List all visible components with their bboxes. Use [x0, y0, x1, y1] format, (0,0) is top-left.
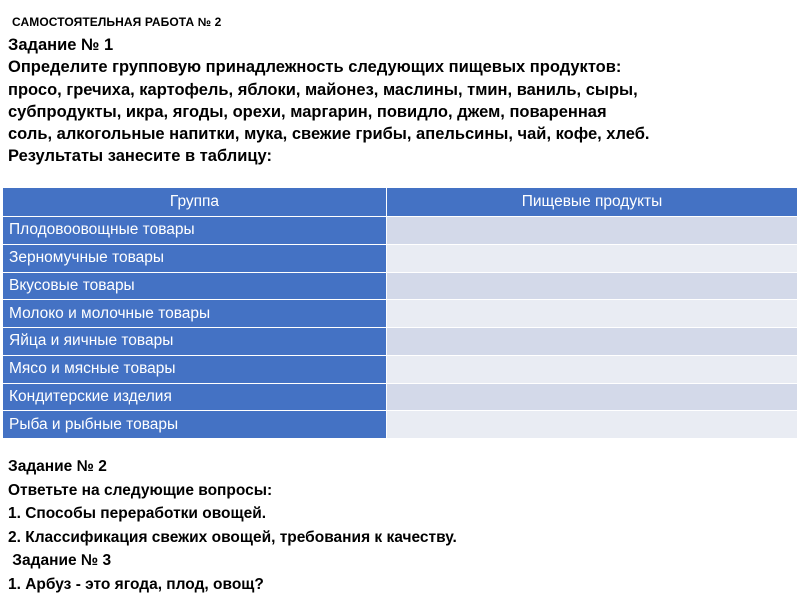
table-row — [3, 328, 798, 356]
column-header-group: Группа — [3, 188, 387, 217]
table-row — [3, 272, 798, 300]
work-title: САМОСТОЯТЕЛЬНАЯ РАБОТА № 2 — [12, 15, 222, 29]
products-cell[interactable] — [387, 244, 798, 272]
table-row — [3, 383, 798, 411]
group-cell: Плодовоовощные товары — [3, 217, 387, 245]
task-2-question: 2. Классификация свежих овощей, требования к качеству. — [8, 528, 457, 546]
group-cell: Рыба и рыбные товары — [3, 411, 387, 439]
products-cell[interactable] — [387, 272, 798, 300]
task-1-line: субпродукты, икра, ягоды, орехи, маргарин, повидло, джем, поваренная — [8, 102, 607, 121]
table-header-row — [3, 188, 798, 217]
products-cell[interactable] — [387, 383, 798, 411]
table-row — [3, 244, 798, 272]
group-cell: Кондитерские изделия — [3, 383, 387, 411]
task-1-line: соль, алкогольные напитки, мука, свежие грибы, апельсины, чай, кофе, хлеб. — [8, 125, 650, 144]
products-cell[interactable] — [387, 300, 798, 328]
task-1-line: Результаты занесите в таблицу: — [8, 147, 272, 166]
group-cell: Мясо и мясные товары — [3, 355, 387, 383]
task-1 — [8, 34, 793, 168]
table-row — [3, 355, 798, 383]
task-3-question: 1. Арбуз - это ягода, плод, овощ? — [8, 575, 264, 593]
products-cell[interactable] — [387, 411, 798, 439]
groups-table — [2, 187, 798, 439]
task-2-question: 1. Способы переработки овощей. — [8, 505, 267, 522]
task-2-intro: Ответьте на следующие вопросы: — [8, 481, 273, 499]
group-cell: Зерномучные товары — [3, 244, 387, 272]
group-cell: Молоко и молочные товары — [3, 300, 387, 328]
group-cell: Вкусовые товары — [3, 272, 387, 300]
tasks-2-3 — [8, 455, 793, 596]
products-cell[interactable] — [387, 328, 798, 356]
products-cell[interactable] — [387, 355, 798, 383]
group-cell: Яйца и яичные товары — [3, 328, 387, 356]
table-row — [3, 217, 798, 245]
task-3-heading: Задание № 3 — [8, 552, 112, 569]
table-row — [3, 300, 798, 328]
task-1-line: просо, гречиха, картофель, яблоки, майонез, маслины, тмин, ваниль, сыры, — [8, 80, 638, 99]
task-2-heading: Задание № 2 — [8, 458, 107, 475]
column-header-products: Пищевые продукты — [387, 188, 798, 217]
table-row — [3, 411, 798, 439]
products-cell[interactable] — [387, 217, 798, 245]
task-1-heading: Задание № 1 — [8, 36, 114, 54]
task-1-text — [8, 56, 793, 167]
task-1-line: Определите групповую принадлежность следующих пищевых продуктов: — [8, 58, 622, 77]
